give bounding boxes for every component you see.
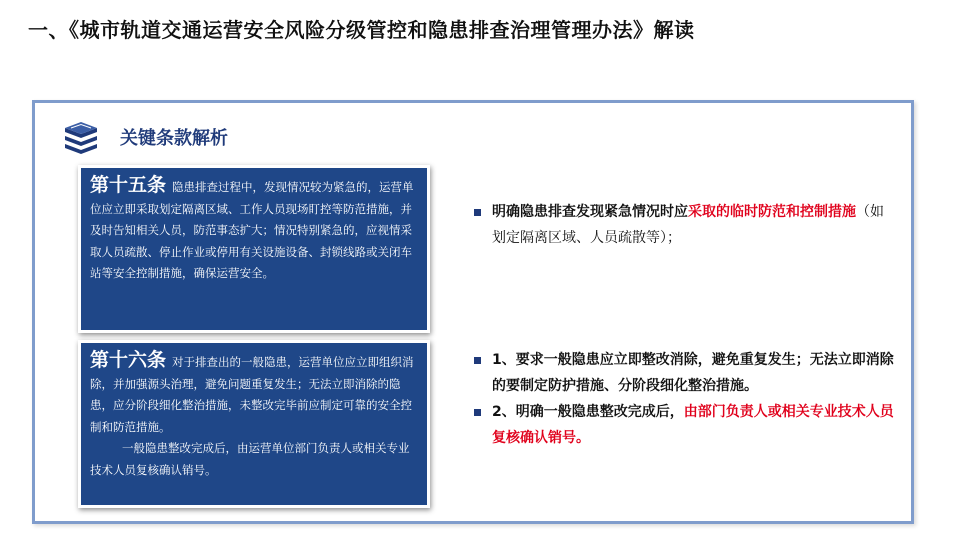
analysis-text: 2、明确一般隐患整改完成后， (492, 404, 684, 420)
analysis-bullet-2 (474, 399, 894, 451)
analysis-text: 1、要求一般隐患应立即整改消除，避免重复发生；无法立即消除的要制定防护措施、分阶段细化整治措施。 (492, 352, 894, 394)
clause-15-analysis (474, 199, 894, 251)
analysis-highlight: 由部门负责人或相关专业技术人员复核确认销号。 (492, 404, 894, 446)
book-stack-icon (62, 120, 100, 154)
analysis-bullet (474, 199, 894, 251)
analysis-note: （如划定隔离区域、人员疏散等）； (492, 204, 884, 246)
clause-16-box (78, 340, 430, 508)
clause-16-analysis (474, 347, 894, 451)
clause-16-heading: 第十六条 (90, 349, 167, 371)
analysis-text: 明确隐患排查发现紧急情况时应 (492, 204, 688, 220)
clause-15-box (78, 165, 430, 333)
clause-16-text: 对于排查出的一般隐患，运营单位应立即组织消除，并加强源头治理，避免问题重复发生；无法立即消除的隐患，应分阶段细化整治措施，未整改完毕前应制定可靠的安全控制和防范措施。 (90, 355, 414, 434)
section-header (62, 120, 228, 154)
section-title: 关键条款解析 (120, 128, 228, 149)
page-title: 一、《城市轨道交通运营安全风险分级管控和隐患排查治理管理办法》解读 (28, 18, 695, 42)
clause-16-text-2: 一般隐患整改完成后，由运营单位部门负责人或相关专业技术人员复核确认销号。 (90, 441, 410, 477)
analysis-highlight: 采取的临时防范和控制措施 (688, 204, 856, 220)
analysis-bullet-1 (474, 347, 894, 399)
clause-15-heading: 第十五条 (90, 174, 167, 196)
clause-15-text: 隐患排查过程中，发现情况较为紧急的，运营单位应立即采取划定隔离区域、工作人员现场盯控等防范措施，并及时告知相关人员，防范事态扩大；情况特别紧急的，应视情采取人员疏散、停止作业或停用有关设施设备、封锁线路或关闭车站等安全控制措施，确保运营安全。 (90, 180, 414, 281)
